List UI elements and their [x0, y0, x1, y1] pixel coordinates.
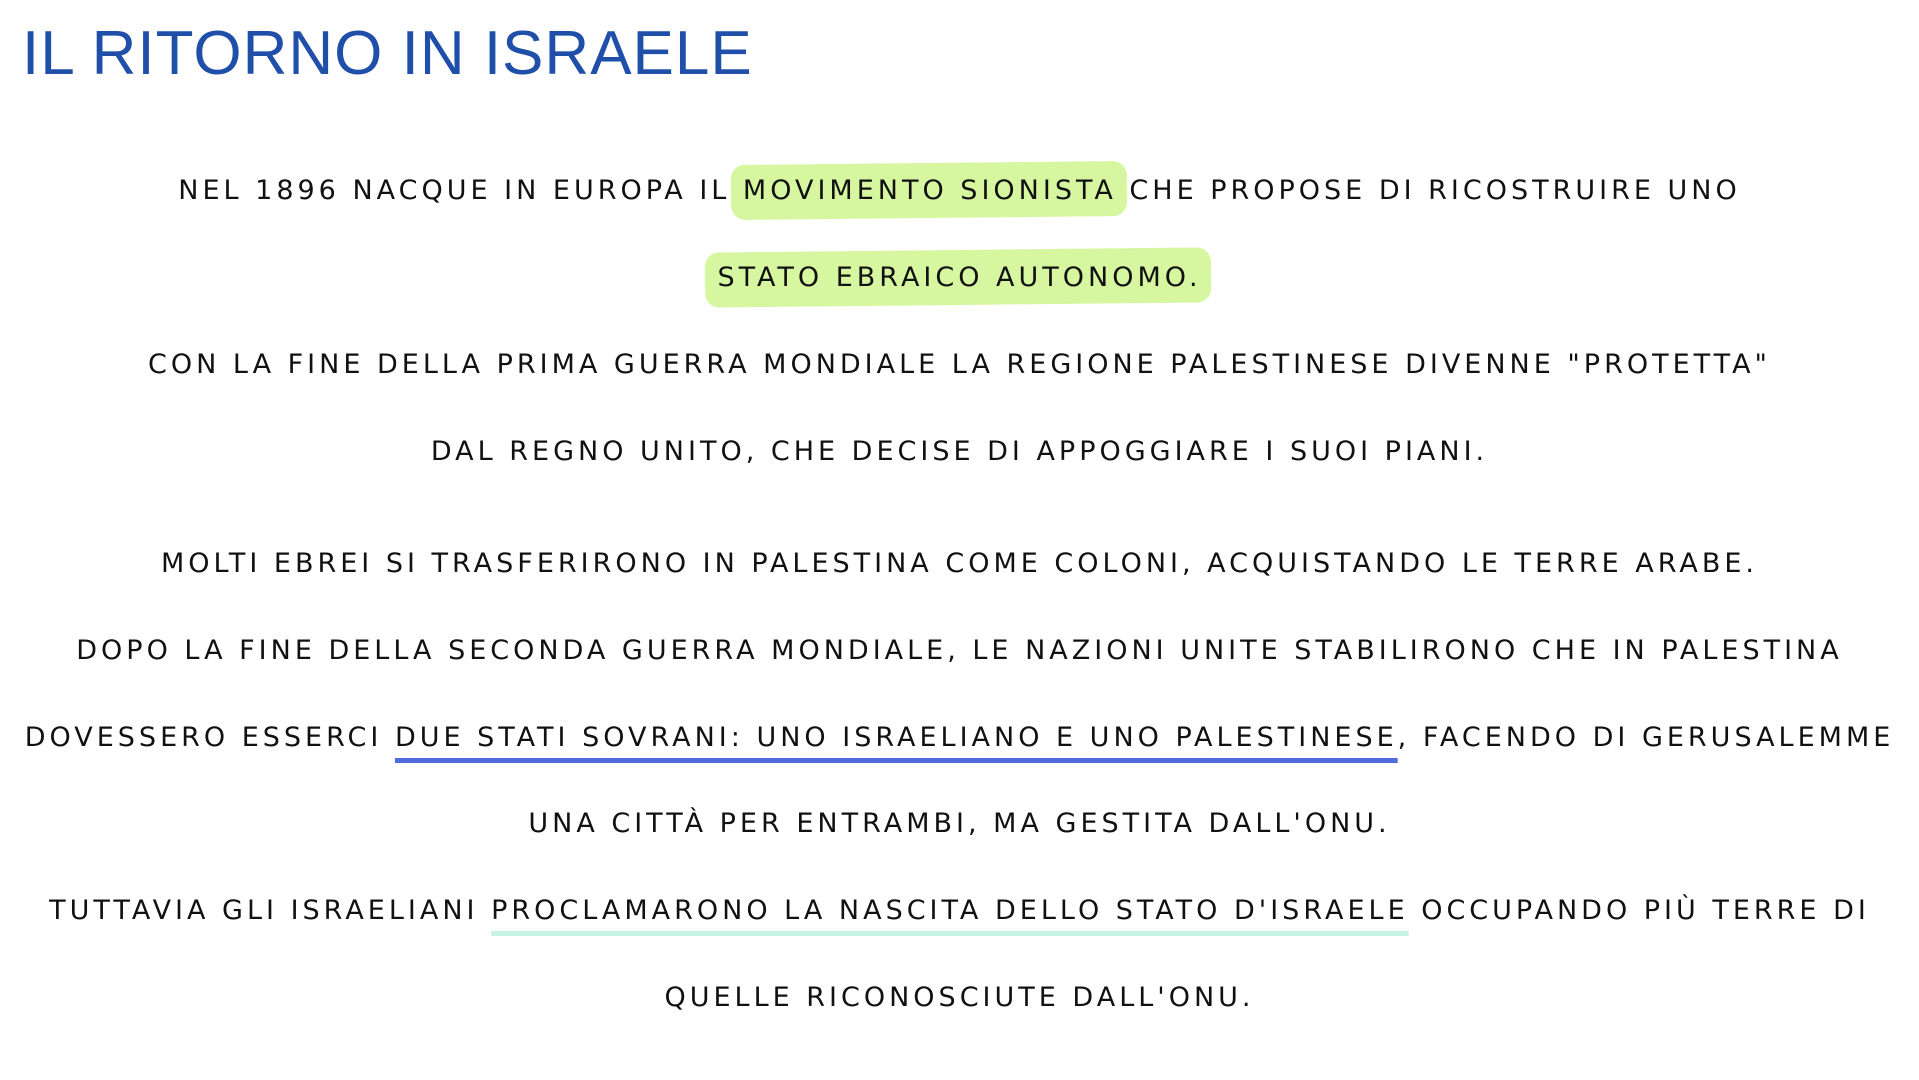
text-line-8: UNA CITTÀ PER ENTRAMBI, MA GESTITA DALL'ONU.	[528, 808, 1391, 839]
text-segment: DOVESSERO ESSERCI	[24, 722, 395, 753]
highlighted-term: STATO EBRAICO AUTONOMO.	[717, 262, 1202, 293]
text-line-10: QUELLE RICONOSCIUTE DALL'ONU.	[664, 982, 1255, 1013]
text-line-5: MOLTI EBREI SI TRASFERIRONO IN PALESTINA COME COLONI, ACQUISTANDO LE TERRE ARABE.	[160, 548, 1758, 579]
underlined-term: PROCLAMARONO LA NASCITA DELLO STATO D'ISRAELE	[491, 895, 1409, 926]
text-line-7	[0, 718, 1919, 758]
text-line-4: DAL REGNO UNITO, CHE DECISE DI APPOGGIARE I SUOI PIANI.	[430, 436, 1489, 467]
text-line-6: DOPO LA FINE DELLA SECONDA GUERRA MONDIALE, LE NAZIONI UNITE STABILIRONO CHE IN PALESTINA	[76, 635, 1843, 666]
text-segment: TUTTAVIA GLI ISRAELIANI	[49, 895, 492, 926]
text-segment: OCCUPANDO PIÙ TERRE DI	[1408, 895, 1870, 926]
text-segment: CHE PROPOSE DI RICOSTRUIRE UNO	[1116, 175, 1741, 206]
underlined-term: DUE STATI SOVRANI: UNO ISRAELIANO E UNO PALESTINESE	[394, 722, 1398, 753]
highlighted-term: MOVIMENTO SIONISTA	[742, 175, 1117, 206]
text-line-3: CON LA FINE DELLA PRIMA GUERRA MONDIALE LA REGIONE PALESTINESE DIVENNE "PROTETTA"	[148, 349, 1771, 380]
text-line-1	[0, 171, 1919, 211]
page-title: IL RITORNO IN ISRAELE	[22, 19, 753, 88]
text-segment: NEL 1896 NACQUE IN EUROPA IL	[178, 175, 743, 206]
text-segment: , FACENDO DI GERUSALEMME	[1397, 722, 1895, 753]
text-line-9	[0, 891, 1919, 931]
text-line-2	[0, 258, 1919, 298]
